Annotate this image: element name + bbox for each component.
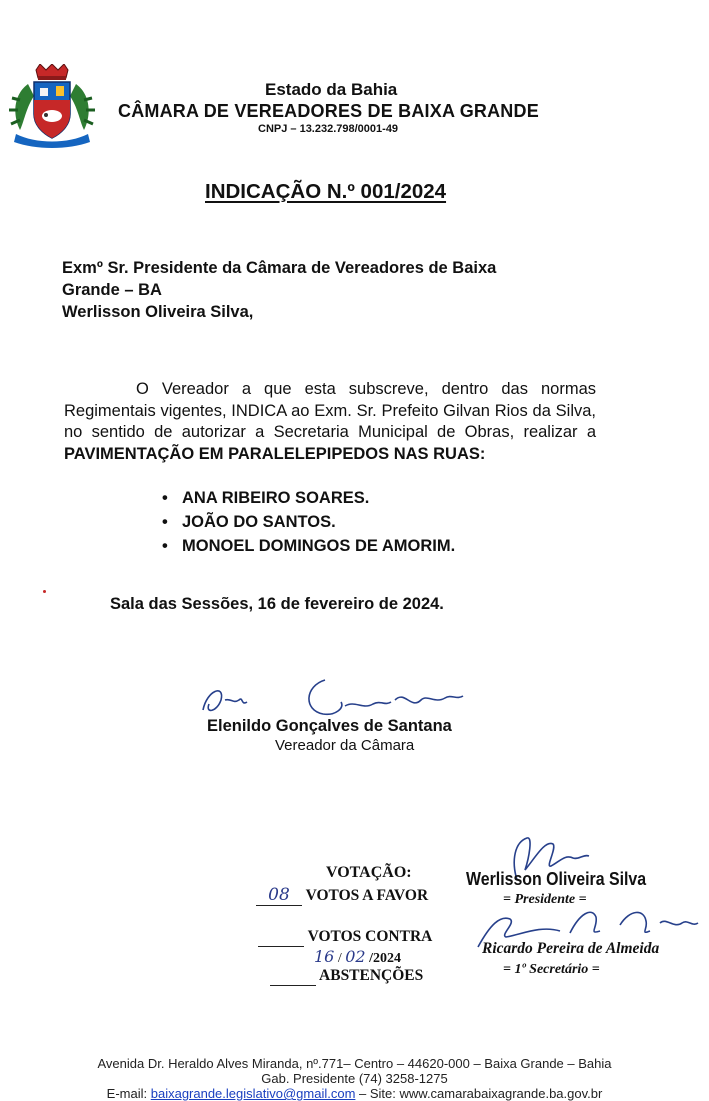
addressee-line: Exmº Sr. Presidente da Câmara de Vereadores de Baixa [62,259,497,277]
session-date: Sala das Sessões, 16 de fevereiro de 2024. [110,595,444,613]
president-role: = Presidente = [503,892,587,907]
addressee-line: Grande – BA [62,281,162,299]
list-item: • MONOEL DOMINGOS DE AMORIM. [160,534,455,558]
chamber-name: CÂMARA DE VEREADORES DE BAIXA GRANDE [118,101,539,121]
abstentions-label: ABSTENÇÕES [319,967,424,984]
state-name: Estado da Bahia [265,80,398,99]
body-paragraph [64,379,596,465]
votes-favor-label: VOTOS A FAVOR [305,887,429,904]
municipal-coat-of-arms-icon [6,64,98,148]
voting-title: VOTAÇÃO: [326,864,412,881]
body-text: O Vereador a que esta subscreve, dentro das normas Regimentais vigentes, INDICA ao Exm. Sr. Prefeito Gilvan Rios da Silva, no sentido de autorizar a Secretaria Municipal de Obras, realizar a [64,380,596,441]
footer-site: – Site: www.camarabaixagrande.ba.gov.br [355,1086,603,1101]
footer-email-link[interactable]: baixagrande.legislativo@gmail.com [150,1086,356,1101]
votes-against-row [258,928,432,947]
abstentions-row [270,967,423,986]
voting-date-day: 16 [314,947,335,966]
addressee-block [62,257,582,323]
footer-address: Avenida Dr. Heraldo Alves Miranda, nº.771– Centro – 44620-000 – Baixa Grande – Bahia [97,1056,612,1071]
votes-favor-row [256,885,428,906]
footer-contact [0,1086,709,1101]
body-bold-text: PAVIMENTAÇÃO EM PARALELEPIPEDOS NAS RUAS: [64,444,486,463]
list-item: • ANA RIBEIRO SOARES. [160,486,455,510]
footer-email-label: E-mail: [106,1086,151,1101]
voting-date-year: /2024 [369,951,401,966]
signer-role: Vereador da Câmara [275,737,415,754]
cnpj: CNPJ – 13.232.798/0001-49 [258,123,399,135]
street-list [160,486,455,558]
red-dot-mark [43,590,46,593]
document-title: INDICAÇÃO N.º 001/2024 [205,180,447,203]
signer-name: Elenildo Gonçalves de Santana [207,717,452,735]
voting-date: 16 / 02 /2024 [314,947,401,966]
secretary-name: Ricardo Pereira de Almeida [482,940,660,957]
votes-against-label: VOTOS CONTRA [307,928,433,945]
voting-date-month: 02 [345,947,366,966]
addressee-name: Werlisson Oliveira Silva, [62,303,254,321]
votes-favor-count: 08 [256,885,302,906]
footer-phone: Gab. Presidente (74) 3258-1275 [261,1071,448,1086]
list-item: • JOÃO DO SANTOS. [160,510,455,534]
abstentions-blank [270,967,316,986]
president-name: Werlisson Oliveira Silva [466,868,647,889]
secretary-role: = 1º Secretário = [503,962,600,977]
votes-against-blank [258,928,304,947]
